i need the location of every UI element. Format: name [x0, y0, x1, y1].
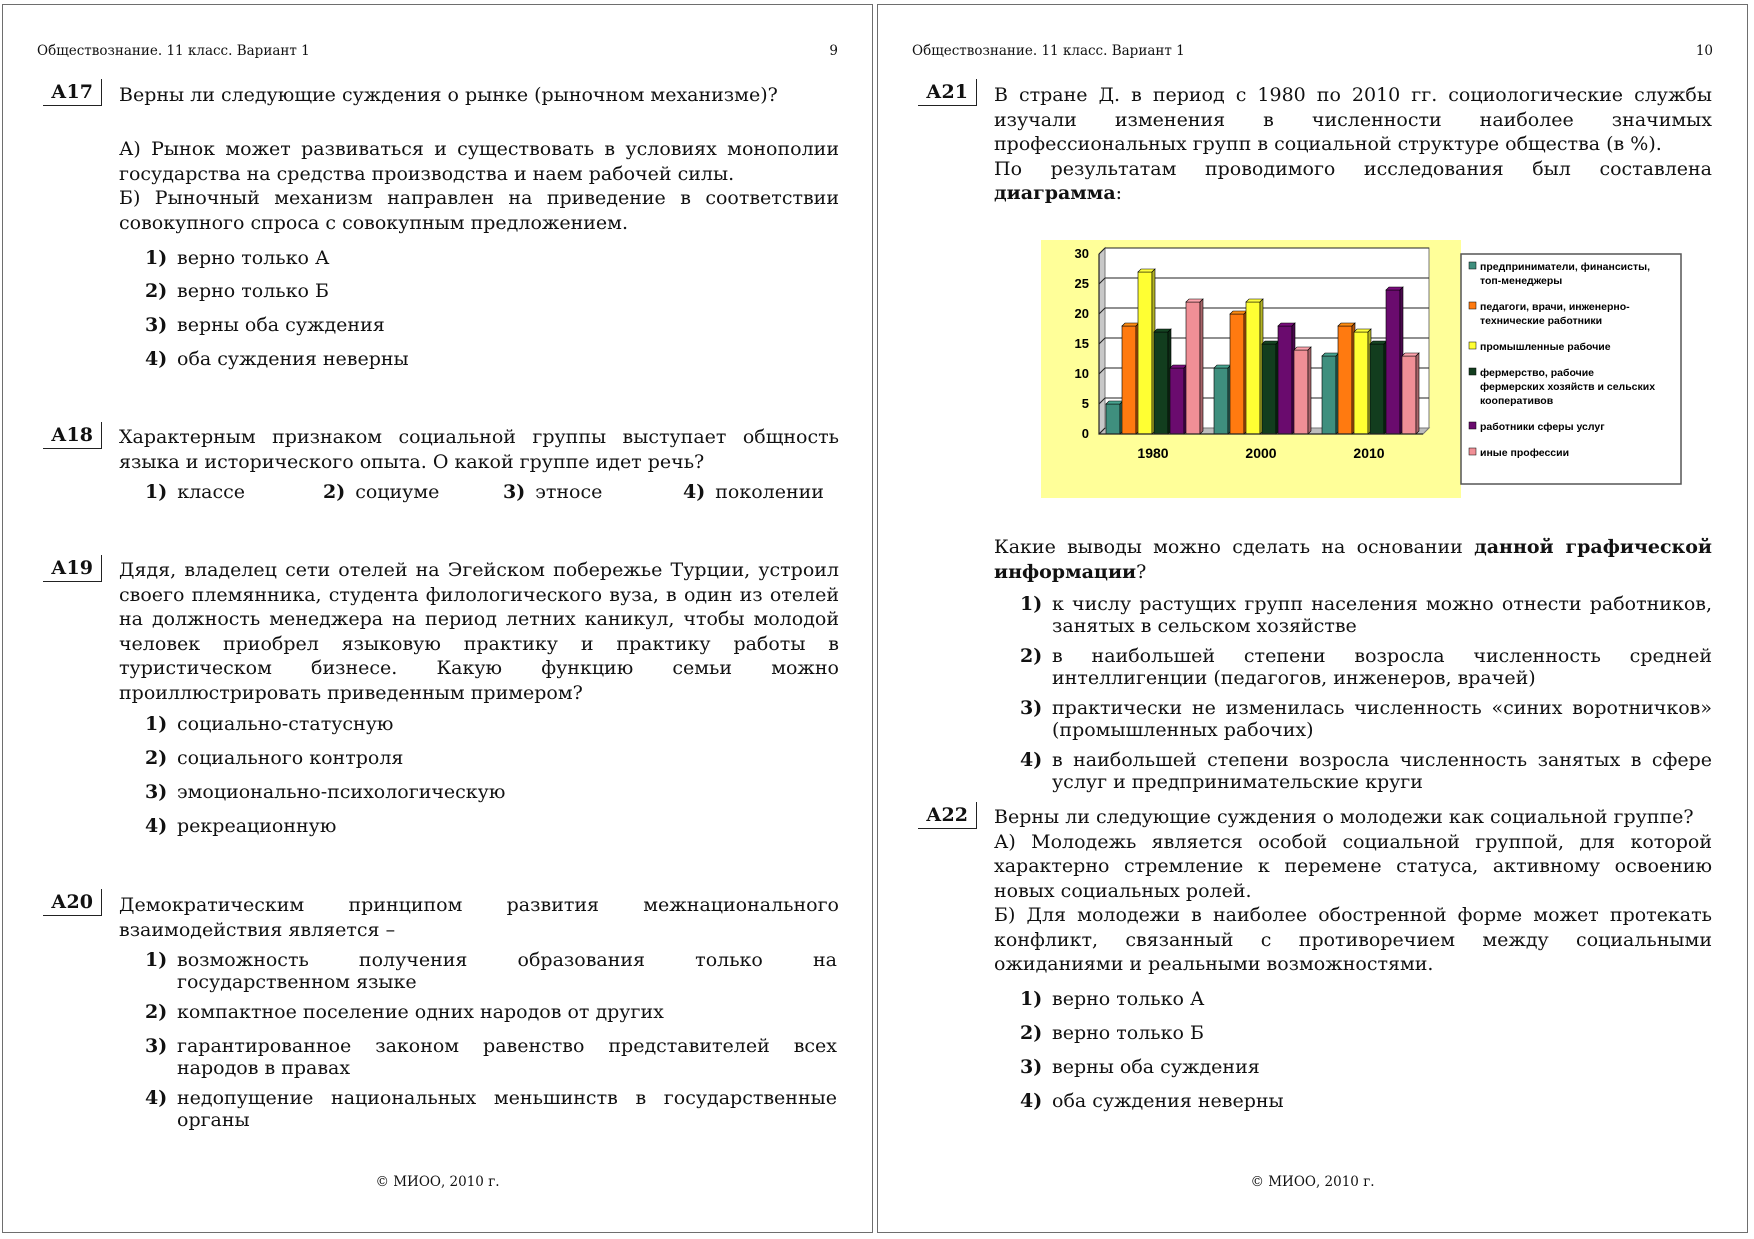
page-10	[877, 4, 1748, 1233]
legend-label-6: иные профессии	[1480, 447, 1570, 459]
bar-chart	[1041, 240, 1656, 498]
question-prompt-a21: Какие выводы можно сделать на основании данной графической информации?	[994, 536, 1712, 583]
answer-option-a19-4[interactable]: 4) рекреационную	[145, 815, 337, 837]
bar-2010-series-5	[1386, 290, 1400, 434]
answer-option-a22-2[interactable]: 2) верно только Б	[1020, 1022, 1204, 1044]
bar-2000-series-5	[1278, 326, 1292, 434]
legend-label-4: кооперативов	[1480, 395, 1554, 407]
answer-option-a20-1[interactable]: 1) возможность получения образования только на государственном языке	[145, 949, 837, 993]
bar-1980-series-1	[1106, 404, 1120, 434]
page-number: 10	[1695, 43, 1713, 59]
answer-option-a17-4[interactable]: 4) оба суждения неверны	[145, 348, 409, 370]
answer-option-a21-2[interactable]: 2) в наибольшей степени возросла численность средней интеллигенции (педагогов, инженеров, врачей)	[1020, 645, 1712, 689]
page-header-title: Обществознание. 11 класс. Вариант 1	[37, 43, 310, 59]
answer-option-a20-4[interactable]: 4) недопущение национальных меньшинств в государственные органы	[145, 1087, 837, 1131]
answer-option-a17-2[interactable]: 2) верно только Б	[145, 280, 329, 302]
question-stem: Верны ли следующие суждения о молодежи как социальной группе?	[994, 806, 1694, 828]
bar-2000-series-1	[1214, 368, 1228, 434]
bar-2000-series-6	[1294, 350, 1308, 434]
question-label-a20: А20	[43, 889, 102, 916]
y-tick-label: 0	[1081, 426, 1089, 441]
answer-option-a19-2[interactable]: 2) социального контроля	[145, 747, 404, 769]
question-text-a22	[994, 805, 1712, 977]
answer-option-a21-4[interactable]: 4) в наибольшей степени возросла численность занятых в сфере услуг и предпринимательские круги	[1020, 749, 1712, 793]
question-text-a19: Дядя, владелец сети отелей на Эгейском побережье Турции, устроил своего племянника, студента филологического вуза, в один из отелей на должность менеджера на период летних каникул, чтобы молодой человек приобрел языковую практику и практику работы в туристическом бизнесе. Какую функцию семьи можно проиллюстрировать приведенным примером?	[119, 559, 839, 704]
page-header-title: Обществознание. 11 класс. Вариант 1	[912, 43, 1185, 59]
statement-a-a17	[119, 137, 839, 235]
question-intro: В стране Д. в период с 1980 по 2010 гг. социологические службы изучали изменения в численности наиболее значимых профессиональных групп в социальной структуре общества (в %).	[994, 84, 1712, 155]
bar-2010-series-6	[1402, 356, 1416, 434]
y-tick-label: 30	[1074, 246, 1089, 261]
question-text-a21	[994, 83, 1712, 206]
legend-label-4: фермерских хозяйств и сельских	[1480, 381, 1656, 393]
answer-option-a20-3[interactable]: 3) гарантированное законом равенство представителей всех народов в правах	[145, 1035, 837, 1079]
answer-option-a21-1[interactable]: 1) к числу растущих групп населения можно отнести работников, занятых в сельском хозяйстве	[1020, 593, 1712, 637]
bar-1980-series-6	[1186, 302, 1200, 434]
bar-side-2000-series-6	[1308, 347, 1311, 434]
legend-label-3: промышленные рабочие	[1480, 341, 1611, 353]
statement-a: А) Рынок может развиваться и существовать в условиях монополии государства на средства производства и наем рабочей силы.	[119, 138, 839, 185]
bar-2010-series-4	[1370, 344, 1384, 434]
question-label-a22: А22	[918, 802, 977, 829]
page-footer: © МИОО, 2010 г.	[375, 1174, 500, 1190]
bar-2000-series-4	[1262, 344, 1276, 434]
legend-swatch-3	[1469, 342, 1476, 349]
x-tick-label: 1980	[1137, 445, 1169, 461]
question-text-a17: Верны ли следующие суждения о рынке (рыночном механизме)?	[119, 84, 778, 106]
question-text-a20: Демократическим принципом развития межнационального взаимодействия является –	[119, 894, 839, 941]
legend-label-4: фермерство, рабочие	[1480, 367, 1595, 379]
bar-side-2010-series-6	[1416, 353, 1419, 434]
statement-b: Б) Рыночный механизм направлен на приведение в соответствии совокупного спроса с совокупным предложением.	[119, 187, 839, 234]
answer-option-a17-3[interactable]: 3) верны оба суждения	[145, 314, 385, 336]
page-number: 9	[829, 43, 838, 59]
answer-option-a18-2[interactable]: 2) социуме	[323, 481, 440, 503]
answer-option-a22-1[interactable]: 1) верно только А	[1020, 988, 1205, 1010]
bar-1980-series-5	[1170, 368, 1184, 434]
legend-label-1: топ-менеджеры	[1480, 275, 1563, 287]
question-label-a19: А19	[43, 555, 102, 582]
legend-swatch-5	[1469, 422, 1476, 429]
page-footer: © МИОО, 2010 г.	[1250, 1174, 1375, 1190]
y-tick-label: 25	[1074, 276, 1089, 291]
question-label-a18: А18	[43, 422, 102, 449]
legend-swatch-1	[1469, 262, 1476, 269]
legend-swatch-6	[1469, 448, 1476, 455]
y-tick-label: 5	[1081, 396, 1089, 411]
question-intro-2: По результатам проводимого исследования был составлена диаграмма:	[994, 157, 1712, 204]
bar-2010-series-2	[1338, 326, 1352, 434]
x-tick-label: 2000	[1245, 445, 1277, 461]
statement-a: А) Молодежь является особой социальной группой, для которой характерно стремление к перемене статуса, активному освоению новых социальных ролей.	[994, 830, 1712, 902]
y-tick-label: 15	[1074, 336, 1089, 351]
answer-option-a18-3[interactable]: 3) этносе	[503, 481, 603, 503]
bar-1980-series-2	[1122, 326, 1136, 434]
question-label-a17: А17	[43, 79, 102, 106]
bar-2000-series-3	[1246, 302, 1260, 434]
answer-option-a17-1[interactable]: 1) верно только А	[145, 247, 330, 269]
answer-option-a18-1[interactable]: 1) классе	[145, 481, 246, 503]
answer-option-a19-1[interactable]: 1) социально-статусную	[145, 713, 394, 735]
legend-label-5: работники сферы услуг	[1480, 421, 1605, 433]
legend-swatch-2	[1469, 302, 1476, 309]
y-tick-label: 10	[1074, 366, 1089, 381]
answer-option-a19-3[interactable]: 3) эмоционально-психологическую	[145, 781, 506, 803]
bar-2010-series-1	[1322, 356, 1336, 434]
answer-option-a22-4[interactable]: 4) оба суждения неверны	[1020, 1090, 1284, 1112]
question-text-a18: Характерным признаком социальной группы выступает общность языка и исторического опыта. О какой группе идет речь?	[119, 426, 839, 473]
bar-2000-series-2	[1230, 314, 1244, 434]
y-tick-label: 20	[1074, 306, 1089, 321]
bar-1980-series-3	[1138, 272, 1152, 434]
page-9	[2, 4, 873, 1233]
legend-label-2: технические работники	[1480, 315, 1603, 327]
statement-b: Б) Для молодежи в наиболее обостренной форме может протекать конфликт, связанный с противоречием между социальными ожиданиями и реальными возможностями.	[994, 904, 1712, 975]
legend-swatch-4	[1469, 368, 1476, 375]
answer-option-a18-4[interactable]: 4) поколении	[683, 481, 824, 503]
bar-1980-series-4	[1154, 332, 1168, 434]
bar-2010-series-3	[1354, 332, 1368, 434]
bar-side-1980-series-6	[1200, 299, 1203, 434]
x-tick-label: 2010	[1353, 445, 1385, 461]
answer-option-a21-3[interactable]: 3) практически не изменилась численность «синих воротничков» (промышленных рабочих)	[1020, 697, 1712, 741]
chart-svg	[1041, 240, 1681, 498]
legend-label-2: педагоги, врачи, инженерно-	[1480, 301, 1630, 313]
answer-option-a22-3[interactable]: 3) верны оба суждения	[1020, 1056, 1260, 1078]
legend-label-1: предприниматели, финансисты,	[1480, 261, 1651, 273]
question-label-a21: А21	[918, 79, 977, 106]
answer-option-a20-2[interactable]: 2) компактное поселение одних народов от других	[145, 1001, 664, 1023]
